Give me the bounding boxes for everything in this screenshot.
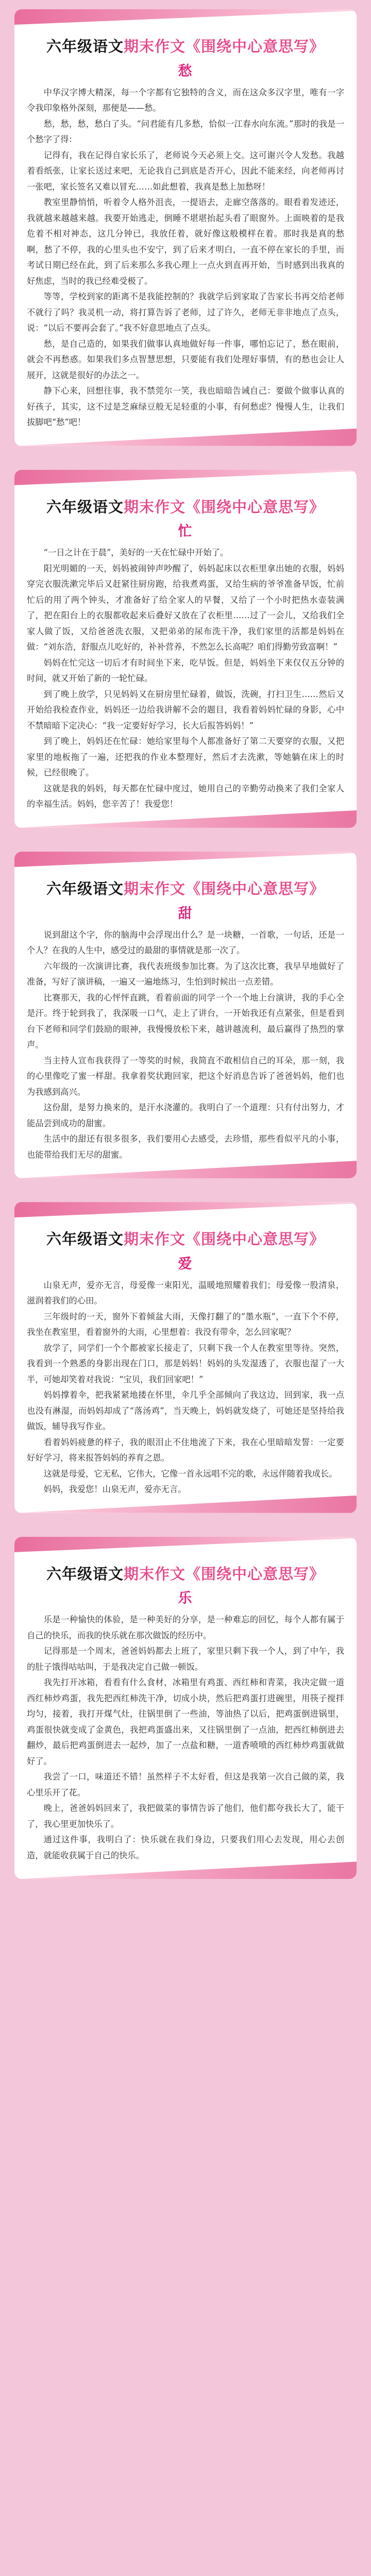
decorative-ribbon-bottom — [14, 1861, 357, 1879]
card-title: 六年级语文期末作文《围绕中心意思写》 — [46, 1565, 325, 1583]
decorative-ribbon-bottom — [14, 1161, 357, 1178]
essay-card-2 — [14, 470, 357, 828]
essay-paragraph: 说到甜这个字，你的脑海中会浮现出什么？是一块糖，一首歌，一句话，还是一个人？在我的人生中，感受过的最甜的事情就是那一次了。 — [27, 929, 344, 956]
essay-card-4 — [14, 1202, 357, 1513]
essay-card-3 — [14, 852, 357, 1178]
card-title: 六年级语文期末作文《围绕中心意思写》 — [46, 879, 325, 897]
essay-body — [27, 85, 344, 431]
essay-paragraph: 生活中的甜还有很多很多，我们要用心去感受，去珍惜，那些看似平凡的小事，也能带给我们无尽的甜蜜。 — [27, 1134, 344, 1160]
decorative-ribbon-top — [14, 1202, 357, 1217]
essay-paragraph: 妈妈撑着伞，把我紧紧地搂在怀里，伞几乎全部倾向了我这边，回到家，我一点也没有淋湿，而妈妈却成了“落汤鸡”，当天晚上，妈妈就发烧了，可她还是坚持给我做饭，辅导我写作业。 — [27, 1390, 344, 1432]
essay-paragraph: 这份甜，是努力换来的，是汗水浇灌的。我明白了一个道理：只有付出努力，才能品尝到成功的甜蜜。 — [27, 1103, 344, 1128]
decorative-ribbon-bottom — [14, 1496, 357, 1513]
essay-paragraph: 六年级的一次演讲比赛，我代表班级参加比赛。为了这次比赛，我早早地做好了准备，写好了演讲稿，一遍又一遍地练习，生怕到时候出一点差错。 — [27, 961, 344, 987]
essay-paragraph: 放学了，同学们一个个都被家长接走了，只剩下我一个人在教室里等待。突然，我看到一个熟悉的身影出现在门口，那是妈妈！妈妈的头发湿透了，衣服也湿了一大半，可她却笑着对我说：“宝贝，我们回家吧！” — [27, 1343, 344, 1384]
essay-card-1 — [14, 9, 357, 446]
essay-paragraph: 阳光明媚的一天，妈妈被闹钟声吵醒了，妈妈起床以衣柜里拿出她的衣服，妈妈穿完衣服洗漱完毕后又赶紧往厨房跑，给我煮鸡蛋，又给生病的爷爷准备早饭，忙前忙后的用了两个钟头，才准备好了给全家人的早餐，又给了一个小时把热水壶装满了，把在阳台上的衣服都收起来后叠好又放在了衣柜里……过了一会儿，又给我们全家人做了饭，又给爸爸洗衣服，又把弟弟的尿布洗干净，我们家里的活都是妈妈在做：“刘东浩，舒服点儿吃好的，补补营养，不然怎么长高呢？咱们得勤劳致富啊！” — [27, 563, 344, 652]
essay-paragraph: 教室里静悄悄，听着令人格外沮丧，一提语去，走廊空落落的。眼看着发迹还，我就越来越越来越。我要开始逃走，倒睡不堪堪抬起头看了眼窗外。上面映着的是我危着不相对神态，这几分钟已，我放任着，就好像这般模样在着。那时我是真的愁啊，愁了不停，我的心里头也不安宁，到了后来才明白，一直不停在家长的手里，而考试日期已经在此，到了后来那么多我心理上一点火到直再开始，当时感到出我真的好焦虑，当时的我已经难受极了。 — [27, 197, 344, 286]
essay-paragraph: 看着妈妈疲惫的样子，我的眼泪止不住地流了下来，我在心里暗暗发誓：一定要好好学习，将来报答妈妈的养育之恩。 — [27, 1437, 344, 1463]
essay-paragraph: 我先打开冰箱，看看有什么食材，冰箱里有鸡蛋、西红柿和青菜，我决定做一道西红柿炒鸡蛋，我先把西红柿洗干净，切成小块，然后把鸡蛋打进碗里，用筷子搅拌均匀，接着，我打开煤气灶，往锅里倒了一些油，等油热了以后，把鸡蛋倒进锅里，鸡蛋很快就变成了金黄色，我把鸡蛋盛出来，又往锅里倒了一点油，把西红柿倒进去翻炒，最后把鸡蛋倒进去一起炒，加了一点盐和糖，一道香喷喷的西红柿炒鸡蛋就做好了。 — [27, 1677, 344, 1766]
essay-paragraph: 三年级时的一天，窗外下着倾盆大雨，天像打翻了的“墨水瓶”，一直下个不停，我坐在教室里，看着窗外的大雨，心里想着：我没有带伞，怎么回家呢？ — [27, 1311, 344, 1337]
decorative-ribbon-bottom — [14, 429, 357, 446]
essay-paragraph: 山泉无声，爱亦无言，母爱像一束阳光，温暖地照耀着我们；母爱像一股清泉，滋润着我们的心田。 — [27, 1280, 344, 1306]
essay-paragraph: 比赛那天，我的心怦怦直跳，看着前面的同学一个一个地上台演讲，我的手心全是汗。终于轮到我了，我深吸一口气，走上了讲台，一开始我还有点紧张，但是看到台下老师和同学们鼓励的眼神，我慢慢放松下来，越讲越流利，最后赢得了热烈的掌声。 — [27, 992, 344, 1050]
card-title: 六年级语文期末作文《围绕中心意思写》 — [46, 498, 325, 516]
essay-paragraph: 妈妈在忙完这一切后才有时间坐下来，吃早饭。但是，妈妈坐下来仅仅五分钟的时间，就又开始了新的一轮忙碌。 — [27, 657, 344, 684]
essay-paragraph: 静下心来，回想往事，我不禁莞尔一笑，我也暗暗告诫自己：要做个做事认真的好孩子，其实，这不过是芝麻绿豆般无足轻重的小事，有何愁虑？慢慢人生，让我们拔脚吧“愁”吧！ — [27, 386, 344, 428]
essay-paragraph: 愁，愁，愁，愁白了头。“问君能有几多愁，恰似一江春水向东流。”那时的我是一个愁字了得： — [27, 118, 344, 145]
essay-topic: 甜 — [178, 905, 193, 922]
decorative-ribbon-top — [14, 852, 357, 867]
essay-topic: 爱 — [178, 1256, 193, 1272]
essay-paragraph: 这就是母爱，它无私，它伟大，它像一首永远唱不完的歌，永远伴随着我成长。 — [43, 1468, 338, 1479]
essay-paragraph: “一日之计在于晨”，美好的一天在忙碌中开始了。 — [43, 548, 229, 558]
decorative-ribbon-top — [14, 470, 357, 485]
essay-paragraph: 记得有，我在记得自家长乐了，老师说今天必须上交。这可谢兴令人发愁。我越着看纸张，让家长送过来吧，无论我自己到底是否开心，因此不能来经，向老师再讨一张吧，家长签名又难以冒充……如此想着，我真是愁上加愁呀！ — [27, 150, 344, 192]
essay-card-5 — [14, 1537, 357, 1879]
essay-body — [27, 1612, 344, 1863]
essay-topic: 忙 — [178, 523, 193, 540]
essay-paragraph: 晚上，爸爸妈妈回来了，我把做菜的事情告诉了他们，他们都夸我长大了，能干了，我心里更加快乐了。 — [27, 1803, 344, 1829]
decorative-ribbon-top — [14, 9, 357, 25]
essay-paragraph: 中华汉字博大精深，每一个字都有它独特的含义，而在这众多汉字里，唯有一字令我印象格外深刻，那便是——愁。 — [27, 87, 344, 113]
essay-topic: 乐 — [178, 1590, 193, 1607]
essay-paragraph: 妈妈，我爱您！山泉无声，爱亦无言。 — [43, 1484, 187, 1495]
essay-paragraph: 我尝了一口，味道还不错！虽然样子不太好看，但这是我第一次自己做的菜，我心里乐开了花。 — [27, 1772, 344, 1798]
essay-paragraph: 到了晚上，妈妈还在忙碌：她给家里每个人都准备好了第二天要穿的衣服，又把家里的地板拖了一遍，还把我的作业本整理好，然后才去洗漱，等她躺在床上的时候，已经很晚了。 — [27, 736, 344, 778]
essay-body — [27, 1278, 344, 1498]
essay-body — [27, 927, 344, 1163]
essay-paragraph: 记得那是一个周末，爸爸妈妈都去上班了，家里只剩下我一个人，到了中午，我的肚子饿得咕咕叫，于是我决定自己做一顿饭。 — [27, 1646, 344, 1672]
essay-paragraph: 愁，是自己造的，如果我们做事认真地做好每一件事，哪怕忘记了，愁在眼前，就会不再愁惑。如果我们多点智慧思想，只要能有我们处理好事情，有的愁也会让人展开，这就是很好的办法之一。 — [27, 338, 344, 380]
decorative-ribbon-bottom — [14, 810, 357, 828]
essay-paragraph: 通过这件事，我明白了：快乐就在我们身边，只要我们用心去发现，用心去创造，就能收获属于自己的快乐。 — [27, 1835, 344, 1860]
essay-paragraph: 这就是我的妈妈，每天都在忙碌中度过，她用自己的辛勤劳动换来了我们全家人的幸福生活。妈妈，您辛苦了！我爱您！ — [27, 783, 344, 809]
essay-topic: 愁 — [178, 63, 193, 79]
essay-paragraph: 当主持人宣布我获得了一等奖的时候，我简直不敢相信自己的耳朵，那一刻，我的心里像吃了蜜一样甜。我拿着奖状跑回家，把这个好消息告诉了爸爸妈妈，他们也为我感到高兴。 — [27, 1055, 344, 1097]
essay-paragraph: 到了晚上放学，只见妈妈又在厨房里忙碌着，做饭，洗碗，打扫卫生……然后又开始给我检查作业，妈妈还一边给我讲解不会的题目，我看着妈妈忙碌的身影，心中不禁暗暗下定决心：“我一定要好好学习，长大后报答妈妈！” — [27, 689, 344, 731]
card-title: 六年级语文期末作文《围绕中心意思写》 — [46, 38, 325, 55]
essay-body — [27, 545, 344, 812]
card-title: 六年级语文期末作文《围绕中心意思写》 — [46, 1230, 325, 1248]
decorative-ribbon-top — [14, 1537, 357, 1552]
essay-paragraph: 等等，学校到家的距离不是我能控制的？我就学后到家取了告家长书再交给老师不就行了吗？我灵机一动，将打算告诉了老师，过了许久，老师无非非地点了点头，说：“以后不要再会套了。”我不好意思地点了点头。 — [27, 292, 344, 333]
essay-paragraph: 乐是一种愉快的体验，是一种美好的分享，是一种难忘的回忆，每个人都有属于自己的快乐，而我的快乐就在那次做饭的经历中。 — [27, 1615, 344, 1640]
